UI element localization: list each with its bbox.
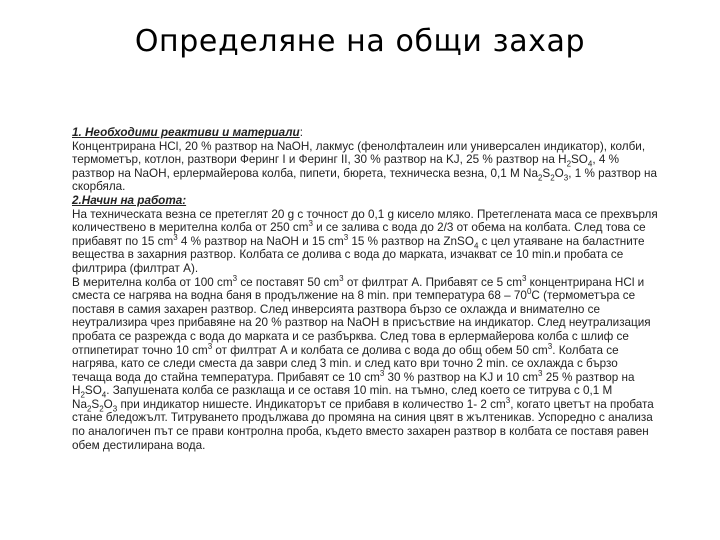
section-reagents: 1. Необходими реактиви и материали: Концентрирана HCl, 20 % разтвор на NaOH, лакмус (фенолфталеин или универсален индикатор), колби, термометър, котлон, разтвори Феринг I и Феринг II, 30 % разтвор на KJ, 25 % разтвор на $H_2SO_4$, 4 % разтвор на NaOH, ерлермайерова колба, пипети, бюрета, техническа везна, 0,1 M $Na_2S_2O_3$, 1 % разтвор на скорбяла.: [72, 126, 657, 194]
slide-title: Определяне на общи захар: [134, 24, 586, 59]
section-procedure-heading: [72, 194, 660, 208]
reagents-heading: 1. Необходими реактиви и материали: [72, 126, 300, 139]
slide-body: [72, 126, 660, 452]
procedure-paragraph-1: На техническата везна се претеглят 20 g с точност до 0,1 g кисело мляко. Претеглената маса се прехвърля количествено в мерителна колба от 250 $cm^3$ и се залива с вода до 2/3 от обема на колбата. След това се прибавят по 15 $cm^3$ 4 % разтвор на NaOH и 15 $cm^3$ 15 % разтвор на ZnSO$_4$ с цел утаяване на баластните вещества в захарния разтвор. Колбата се долива с вода до марката, изчакват се 10 min.и пробата се филтрира (филтрат А).: [72, 207, 658, 275]
procedure-heading: 2.Начин на работа:: [72, 193, 187, 207]
procedure-paragraph-2: В мерителна колба от 100 $cm^3$ се поставят 50 $cm^3$ от филтрат А. Прибавят се 5 $cm^3$ концентрирана HCl и сместа се нагрява на водна баня в продължение на 8 min. при температура $68 - 70^0С$ (термометъра се поставя в самия захарен разтвор. След инверсията разтвора бързо се охлажда и внимателно се неутрализира чрез прибавяне на 20 % разтвор на NaOH в присъствие на индикатор. След неутрализация пробата се разрежда с вода до марката и се разбърква. След това в ерлермайерова колба с шлиф се отпипетират точно 10 $cm^3$ от филтрат А и колбата се долива с вода до общ обем 50 $cm^3$. Колбата се нагрява, като се следи сместа да заври след 3 min. и след като ври точно 2 min. се охлажда с бързо течаща вода до стайна температура. Прибавят се 10 $cm^3$ 30 % разтвор на KJ и 10 $cm^3$ 25 % разтвор на $H_2SO_4$. Запушената колба се разклаща и се оставя 10 min. на тъмно, след което се титрува с 0,1 M $Na_2S_2O_3$ при индикатор нишесте. Индикаторът се прибавя в количество 1- 2 $cm^3$, когато цветът на пробата стане бледожълт. Титруването продължава до промяна на синия цвят в жълтеникав. Успоредно с анализа по аналогичен път се прави контролна проба, където вместо захарен разтвор в колбата се поставя равен обем дестилирана вода.: [72, 273, 654, 452]
